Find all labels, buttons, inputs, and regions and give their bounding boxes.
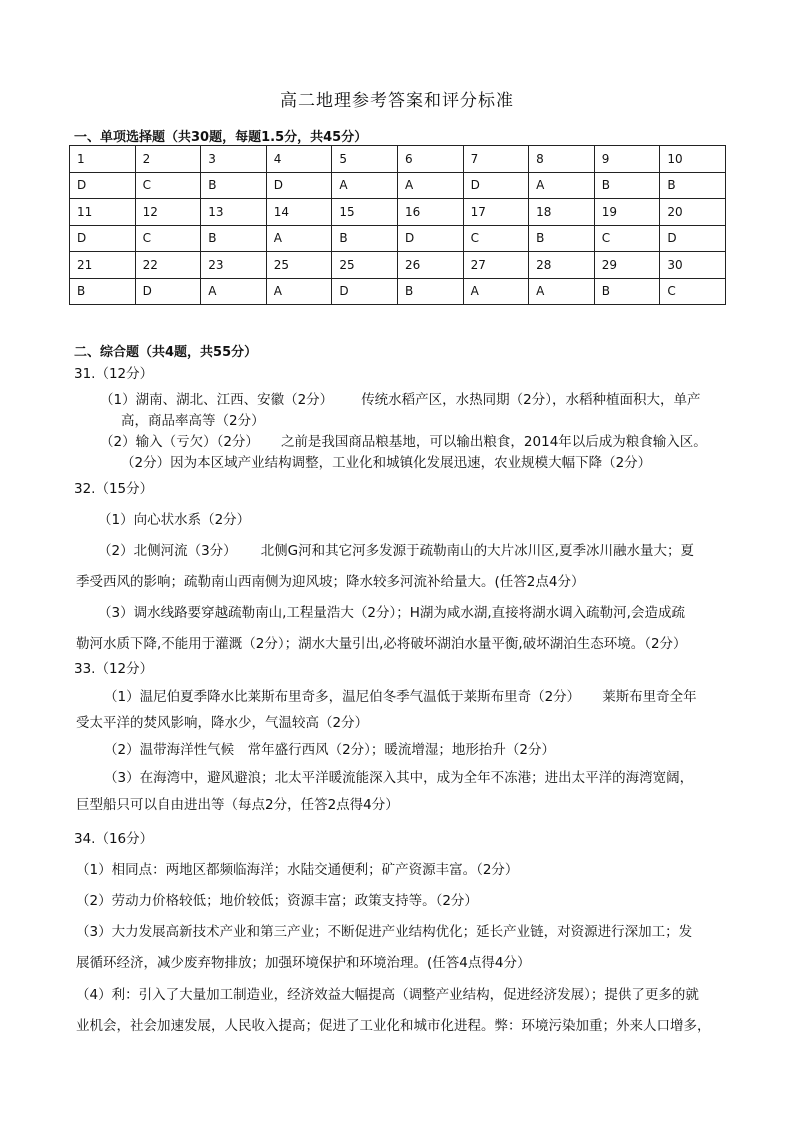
answer-cell: B xyxy=(70,278,136,305)
answer-cell: B xyxy=(397,278,463,305)
answer-cell: A xyxy=(266,225,332,252)
q34-line-1: （1）相同点：两地区都频临海洋；水陆交通便利；矿产资源丰富。（2分） xyxy=(76,862,519,878)
answer-cell: A xyxy=(463,278,529,305)
q34-heading: 34.（16分） xyxy=(74,831,154,847)
q32-line-2a: （2）北侧河流（3分） xyxy=(98,543,237,559)
q31-line-1 xyxy=(100,390,701,410)
q33-line-1 xyxy=(104,687,697,707)
answer-cell: D xyxy=(463,172,529,199)
q32-line-2b: 北侧G河和其它河多发源于疏勒南山的大片冰川区,夏季冰川融水量大；夏 xyxy=(260,543,694,559)
question-number-cell: 20 xyxy=(660,199,726,226)
question-number-row xyxy=(70,146,726,173)
answer-cell: D xyxy=(660,225,726,252)
answer-cell: D xyxy=(70,172,136,199)
q34-line-5: （4）利：引入了大量加工制造业，经济效益大幅提高（调整产业结构，促进经济发展）；提供了更多的就 xyxy=(76,987,699,1003)
question-number-cell: 26 xyxy=(397,252,463,279)
answer-row xyxy=(70,172,726,199)
q32-heading: 32.（15分） xyxy=(74,481,154,497)
answer-cell: D xyxy=(266,172,332,199)
q32-line-5: 勒河水质下降,不能用于灌溉（2分）；湖水大量引出,必将破坏湖泊水量平衡,破坏湖泊生态环境。（2分） xyxy=(76,636,687,652)
q33-line-3: （2）温带海洋性气候 常年盛行西风（2分）；暖流增湿；地形抬升（2分） xyxy=(104,742,556,758)
q33-heading: 33.（12分） xyxy=(74,661,154,677)
question-number-cell: 30 xyxy=(660,252,726,279)
question-number-cell: 7 xyxy=(463,146,529,173)
answer-cell: B xyxy=(660,172,726,199)
q34-line-4: 展循环经济，减少废弃物排放；加强环境保护和环境治理。(任答4点得4分） xyxy=(76,955,531,971)
question-number-cell: 2 xyxy=(135,146,201,173)
question-number-cell: 9 xyxy=(594,146,660,173)
question-number-cell: 6 xyxy=(397,146,463,173)
question-number-cell: 3 xyxy=(201,146,267,173)
page-title: 高二地理参考答案和评分标准 xyxy=(280,91,514,111)
answer-cell: B xyxy=(594,172,660,199)
answer-cell: C xyxy=(594,225,660,252)
answer-cell: B xyxy=(201,172,267,199)
q33-line-1a: （1）温尼伯夏季降水比莱斯布里奇多，温尼伯冬季气温低于莱斯布里奇（2分） xyxy=(104,689,581,705)
answer-cell: C xyxy=(135,172,201,199)
question-number-cell: 27 xyxy=(463,252,529,279)
question-number-cell: 4 xyxy=(266,146,332,173)
q34-line-6: 业机会，社会加速发展，人民收入提高；促进了工业化和城市化进程。弊：环境污染加重；外来人口增多， xyxy=(76,1018,711,1034)
answer-table xyxy=(69,145,726,305)
answer-cell: D xyxy=(70,225,136,252)
q31-line-4: （2分）因为本区域产业结构调整，工业化和城镇化发展迅速，农业规模大幅下降（2分） xyxy=(121,455,652,471)
answer-cell: A xyxy=(332,172,398,199)
answer-cell: A xyxy=(266,278,332,305)
answer-cell: B xyxy=(594,278,660,305)
question-number-row xyxy=(70,252,726,279)
answer-cell: C xyxy=(463,225,529,252)
question-number-cell: 12 xyxy=(135,199,201,226)
q31-heading: 31.（12分） xyxy=(74,366,154,382)
question-number-cell: 8 xyxy=(529,146,595,173)
answer-cell: B xyxy=(529,225,595,252)
q31-line-3b: 之前是我国商品粮基地，可以输出粮食，2014年以后成为粮食输入区。 xyxy=(280,434,707,450)
answer-cell: D xyxy=(135,278,201,305)
question-number-cell: 18 xyxy=(529,199,595,226)
q33-line-2: 受太平洋的焚风影响，降水少，气温较高（2分） xyxy=(76,715,369,731)
q31-line-1a: （1）湖南、湖北、江西、安徽（2分） xyxy=(100,392,334,408)
q33-line-4: （3）在海湾中，避风避浪；北太平洋暖流能深入其中，成为全年不冻港；进出太平洋的海湾宽阔， xyxy=(104,770,694,786)
question-number-cell: 25 xyxy=(266,252,332,279)
question-number-cell: 11 xyxy=(70,199,136,226)
q34-line-2: （2）劳动力价格较低；地价较低；资源丰富；政策支持等。（2分） xyxy=(76,893,478,909)
answer-row xyxy=(70,278,726,305)
question-number-cell: 21 xyxy=(70,252,136,279)
question-number-cell: 15 xyxy=(332,199,398,226)
answer-row xyxy=(70,225,726,252)
answer-cell: A xyxy=(201,278,267,305)
q33-line-1b: 莱斯布里奇全年 xyxy=(602,689,697,705)
question-number-cell: 1 xyxy=(70,146,136,173)
answer-cell: C xyxy=(135,225,201,252)
q31-line-3a: （2）输入（亏欠）（2分） xyxy=(100,434,259,450)
answer-cell: D xyxy=(332,278,398,305)
question-number-cell: 16 xyxy=(397,199,463,226)
answer-cell: B xyxy=(332,225,398,252)
question-number-cell: 5 xyxy=(332,146,398,173)
q31-line-1b: 传统水稻产区，水热同期（2分），水稻种植面积大，单产 xyxy=(361,392,701,408)
q32-line-3: 季受西风的影响；疏勒南山西南侧为迎风坡；降水较多河流补给量大。(任答2点4分） xyxy=(76,574,585,590)
question-number-row xyxy=(70,199,726,226)
q34-line-3: （3）大力发展高新技术产业和第三产业；不断促进产业结构优化；延长产业链，对资源进行深加工；发 xyxy=(76,924,693,940)
question-number-cell: 28 xyxy=(529,252,595,279)
question-number-cell: 19 xyxy=(594,199,660,226)
section-2-heading: 二、综合题（共4题，共55分） xyxy=(74,345,258,360)
q33-line-5: 巨型船只可以自由进出等（每点2分，任答2点得4分） xyxy=(76,797,399,813)
q31-line-3 xyxy=(100,432,707,452)
answer-cell: A xyxy=(529,278,595,305)
section-1-heading: 一、单项选择题（共30题，每题1.5分，共45分） xyxy=(74,130,368,145)
answer-cell: C xyxy=(660,278,726,305)
answer-cell: A xyxy=(397,172,463,199)
question-number-cell: 23 xyxy=(201,252,267,279)
answer-cell: D xyxy=(397,225,463,252)
question-number-cell: 14 xyxy=(266,199,332,226)
question-number-cell: 25 xyxy=(332,252,398,279)
question-number-cell: 22 xyxy=(135,252,201,279)
answer-cell: B xyxy=(201,225,267,252)
question-number-cell: 17 xyxy=(463,199,529,226)
q32-line-2 xyxy=(98,541,694,561)
question-number-cell: 13 xyxy=(201,199,267,226)
question-number-cell: 29 xyxy=(594,252,660,279)
q32-line-1: （1）向心状水系（2分） xyxy=(98,512,251,528)
question-number-cell: 10 xyxy=(660,146,726,173)
q32-line-4: （3）调水线路要穿越疏勒南山,工程量浩大（2分）；H湖为咸水湖,直接将湖水调入疏勒河,会造成疏 xyxy=(98,605,685,621)
answer-cell: A xyxy=(529,172,595,199)
q31-line-2: 高，商品率高等（2分） xyxy=(121,413,265,429)
